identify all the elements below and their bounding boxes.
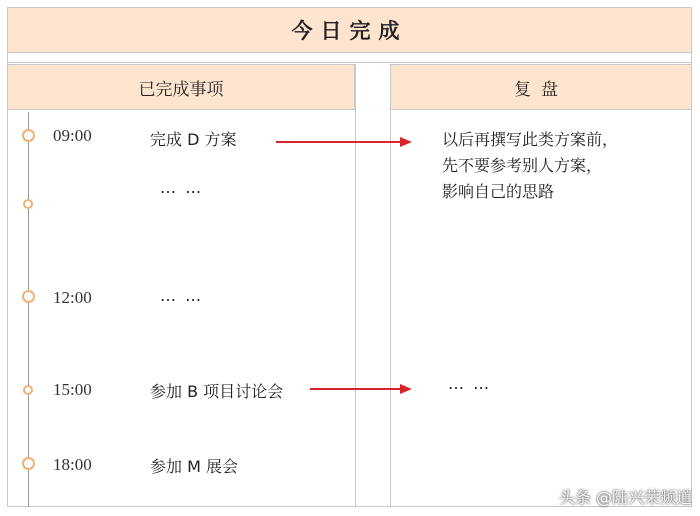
review-line: 以后再撰写此类方案前， xyxy=(442,130,619,149)
event-text: 完成 D 方案 xyxy=(150,130,237,149)
event-text: 参加 M 展会 xyxy=(150,457,238,476)
time-label: 15:00 xyxy=(53,380,92,399)
column-header-review: 复盘 xyxy=(390,64,692,110)
arrow-head-icon xyxy=(400,137,412,147)
page-title: 今日完成 xyxy=(7,7,692,53)
time-label: 09:00 xyxy=(53,126,92,145)
column-header-completed: 已完成事项 xyxy=(7,64,355,110)
review-ellipsis: … … xyxy=(448,374,492,393)
ellipsis-text: … … xyxy=(160,178,204,197)
arrow-head-icon xyxy=(400,384,412,394)
event-text: 参加 B 项目讨论会 xyxy=(150,382,284,401)
watermark: 头条 @陆兴荣频道 xyxy=(558,488,692,507)
time-label: 12:00 xyxy=(53,288,92,307)
time-label: 18:00 xyxy=(53,455,92,474)
ellipsis-text: … … xyxy=(160,286,204,305)
review-line: 先不要参考别人方案， xyxy=(442,156,603,175)
review-line: 影响自己的思路 xyxy=(442,182,555,201)
